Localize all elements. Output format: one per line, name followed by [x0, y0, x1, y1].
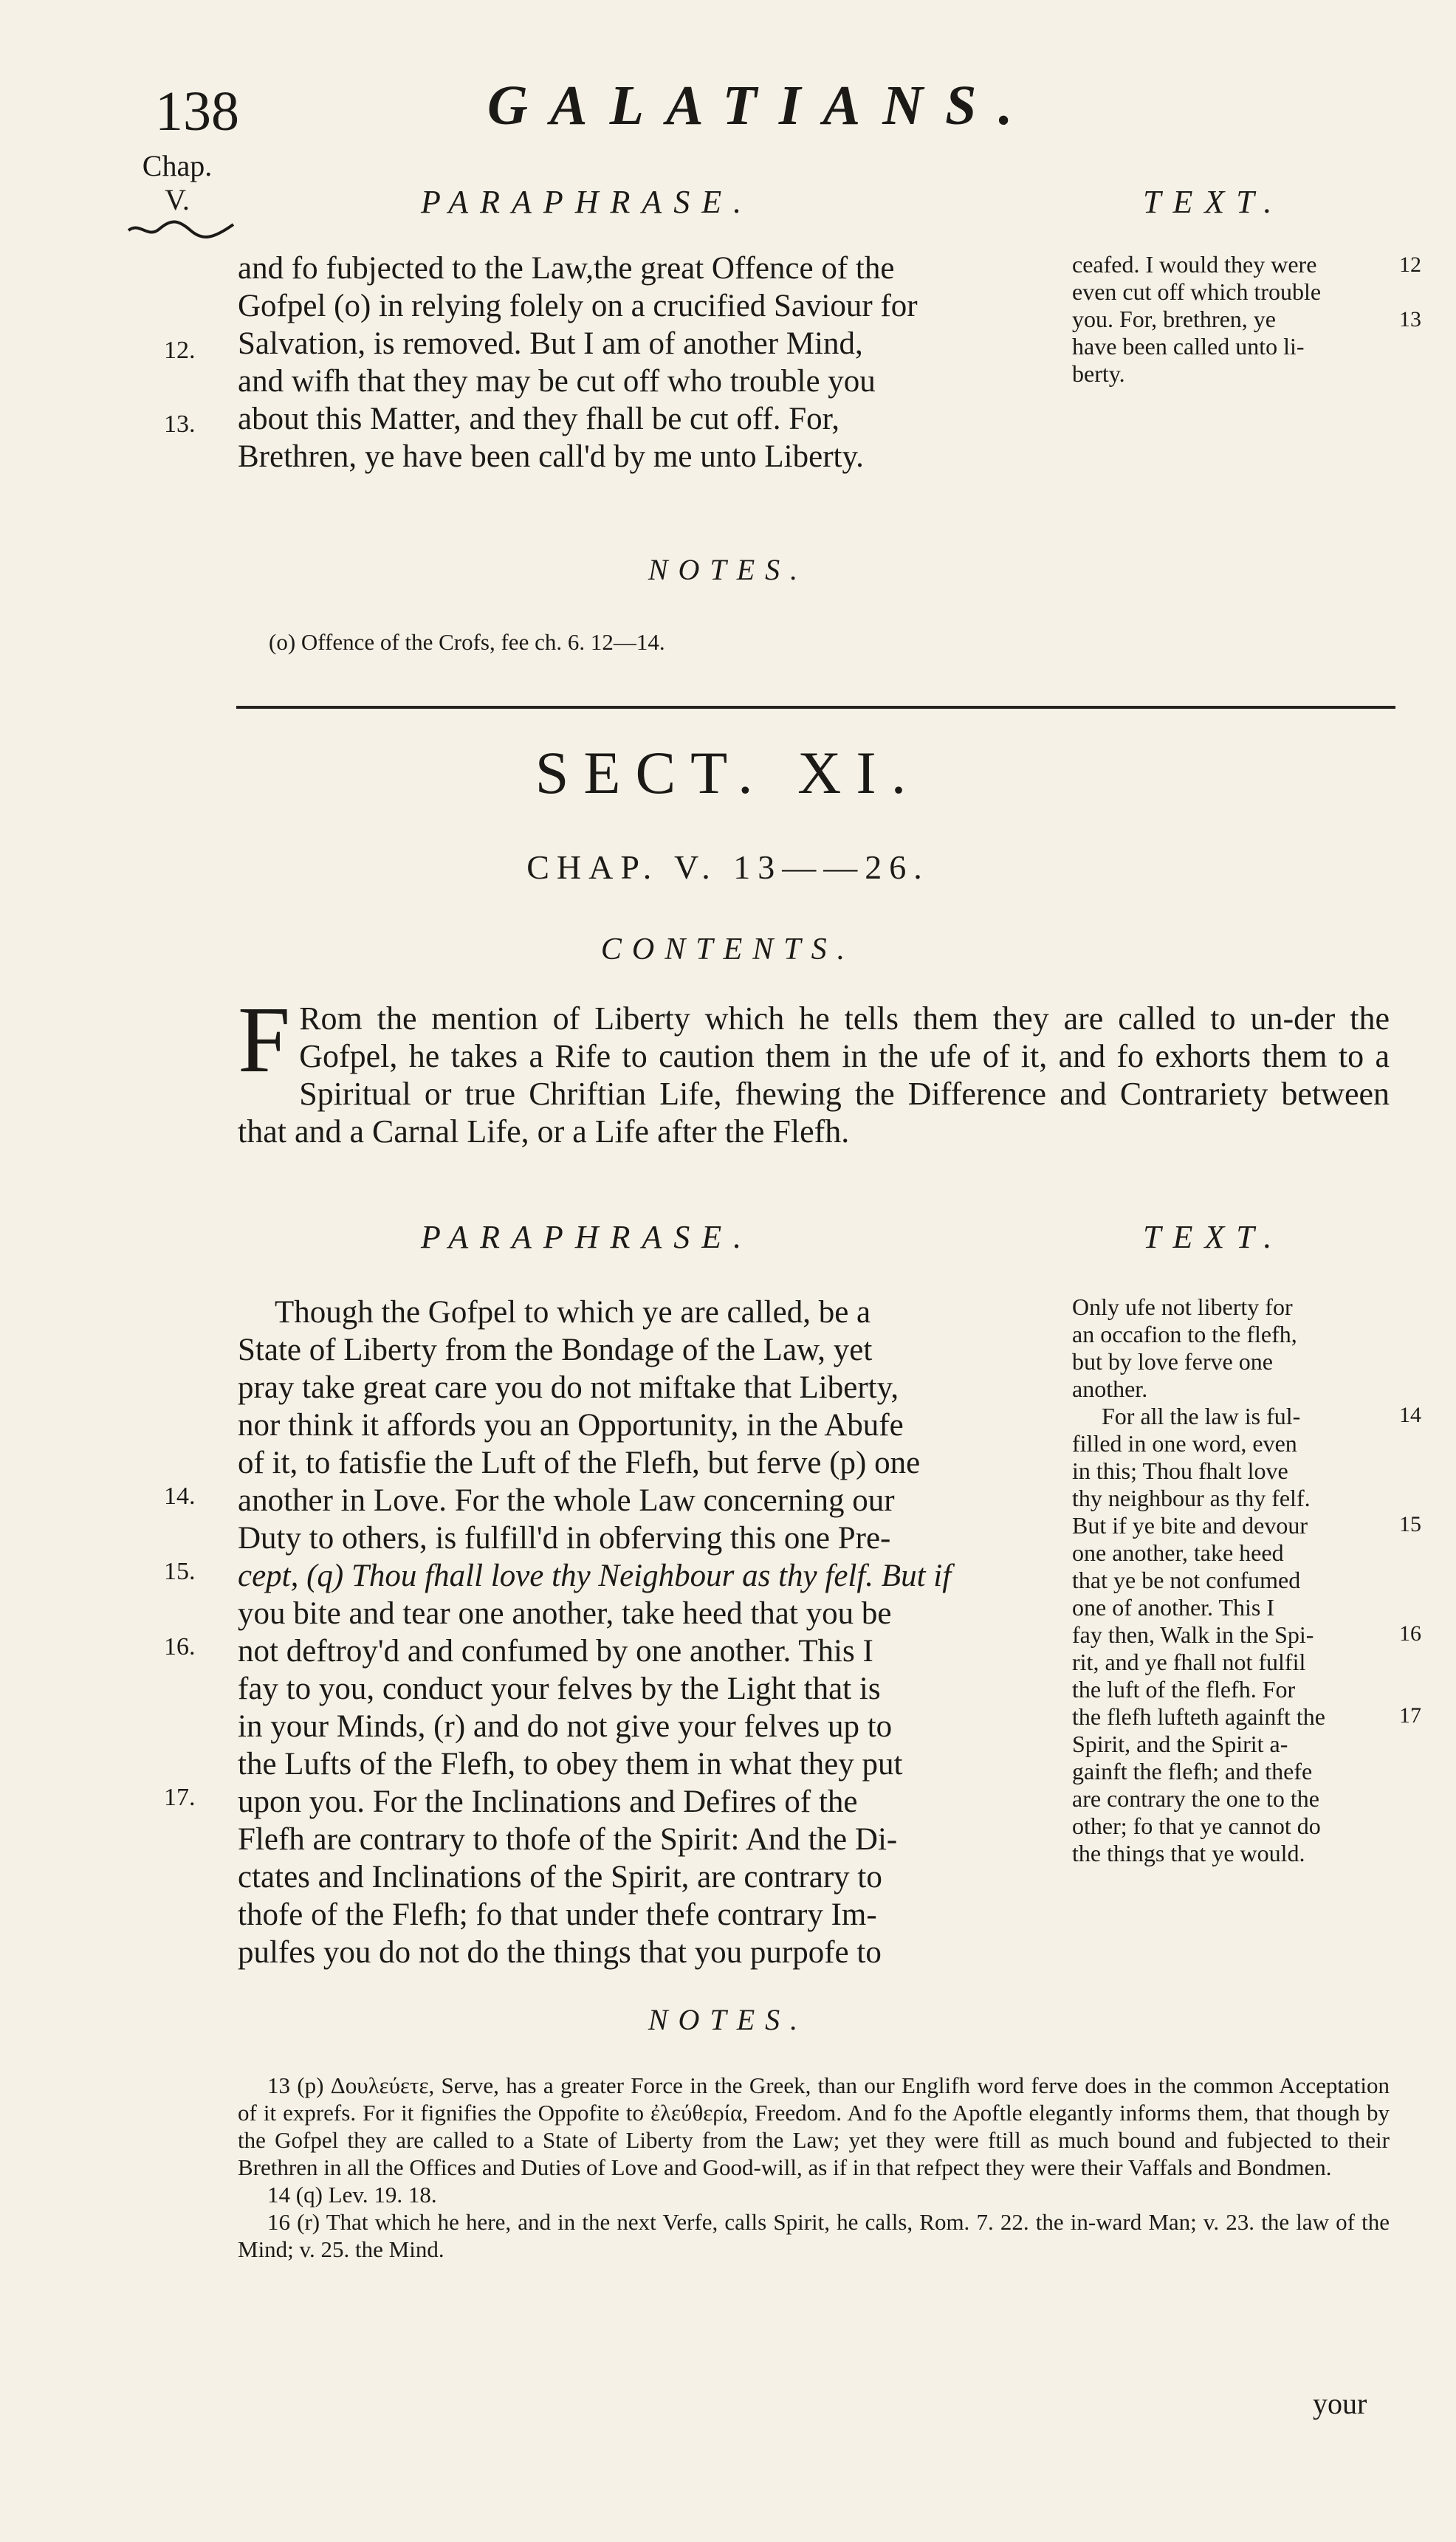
text-line: an occafion to the flefh, [1072, 1321, 1297, 1347]
paraphrase-line: another in Love. For the whole Law concerning our [238, 1483, 895, 1518]
contents-paragraph [238, 987, 1390, 1150]
note-o: (o) Offence of the Crofs, fee ch. 6. 12—14. [269, 629, 665, 655]
text-line: Spirit, and the Spirit a- [1072, 1731, 1288, 1757]
text-line: Only ufe not liberty for [1072, 1294, 1293, 1320]
text-line: but by love ferve one [1072, 1348, 1273, 1375]
text-line: berty. [1072, 360, 1125, 387]
text-heading: TEXT. [1143, 1219, 1284, 1255]
margin-verse-14: 14. [164, 1483, 196, 1510]
paraphrase-line: pray take great care you do not miftake that Liberty, [238, 1370, 899, 1405]
text-verse-12: 12 [1399, 253, 1421, 277]
text-verse-15: 15 [1399, 1512, 1421, 1536]
paraphrase-line: fay to you, conduct your felves by the Light that is [238, 1672, 881, 1706]
text-verse-14: 14 [1399, 1403, 1421, 1427]
ornament-swash [126, 214, 236, 244]
paraphrase-line: Flefh are contrary to thofe of the Spirit: And the Di- [238, 1822, 898, 1857]
paraphrase-line: thofe of the Flefh; fo that under thefe contrary Im- [238, 1897, 877, 1932]
text-heading-top: TEXT. [1143, 184, 1284, 220]
section-title: SECT. XI. [535, 739, 921, 806]
notes-heading-top: NOTES. [648, 553, 808, 586]
paraphrase-line: State of Liberty from the Bondage of the Law, yet [238, 1333, 873, 1367]
margin-verse-13: 13. [164, 411, 196, 438]
paraphrase-line: you bite and tear one another, take heed that you be [238, 1596, 892, 1631]
text-verse-13: 13 [1399, 307, 1421, 332]
text-line: filled in one word, even [1072, 1430, 1297, 1457]
text-line: thy neighbour as thy felf. [1072, 1485, 1311, 1511]
note-p: 13 (p) Δουλεύετε, Serve, has a greater Force in the Greek, than our Englifh word ferve does in the common Acceptation of it exprefs. For it fignifies the Oppofite to ἐλεύθερία, Freedom. And fo the Apoftle elegantly informs them, that though by the Gofpel they are called to a State of Liberty from the Law; yet they were ftill as much bound and fubjected to their Brethren in all the Offices and Duties of Love and Good-will, as if in that refpect they were their Vaffals and Bondmen. [238, 2072, 1390, 2180]
paraphrase-line: Gofpel (o) in relying folely on a crucified Saviour for [238, 289, 918, 323]
text-line: For all the law is ful- [1102, 1403, 1301, 1429]
paraphrase-line: and fo fubjected to the Law,the great Offence of the [238, 251, 895, 286]
paraphrase-line: Brethren, ye have been call'd by me unto Liberty. [238, 439, 864, 474]
margin-verse-16: 16. [164, 1633, 196, 1660]
paraphrase-line: about this Matter, and they fhall be cut off. For, [238, 402, 839, 436]
text-verse-17: 17 [1399, 1703, 1421, 1728]
paraphrase-line: ctates and Inclinations of the Spirit, are contrary to [238, 1860, 882, 1895]
paraphrase-line: of it, to fatisfie the Luft of the Flefh, but ferve (p) one [238, 1446, 921, 1480]
margin-verse-17: 17. [164, 1784, 196, 1811]
text-line: fay then, Walk in the Spi- [1072, 1621, 1314, 1648]
text-line: are contrary the one to the [1072, 1785, 1319, 1812]
paraphrase-line: and wifh that they may be cut off who trouble you [238, 364, 876, 399]
paraphrase-main [238, 1294, 1046, 1331]
text-line: rit, and ye fhall not fulfil [1072, 1649, 1306, 1675]
text-line: in this; Thou fhalt love [1072, 1457, 1288, 1484]
text-line: gainft the flefh; and thefe [1072, 1758, 1313, 1784]
margin-verse-12: 12. [164, 337, 196, 364]
text-line: another. [1072, 1375, 1148, 1402]
paraphrase-line: upon you. For the Inclinations and Defires of the [238, 1784, 858, 1819]
paraphrase-line: Salvation, is removed. But I am of another Mind, [238, 326, 863, 361]
text-line: other; fo that ye cannot do [1072, 1813, 1321, 1839]
text-line: the luft of the flefh. For [1072, 1676, 1296, 1703]
text-line: have been called unto li- [1072, 333, 1305, 360]
text-column-main [1072, 1294, 1386, 1867]
chapter-label-word: Chap. [142, 149, 213, 182]
text-line: one of another. This I [1072, 1594, 1275, 1621]
text-line: that ye be not confumed [1072, 1567, 1301, 1593]
text-line: ceafed. I would they were [1072, 251, 1317, 278]
paraphrase-heading: PARAPHRASE. [421, 1219, 754, 1255]
text-column-top [1072, 251, 1386, 388]
drop-cap: F [238, 987, 291, 1092]
text-line: you. For, brethren, ye [1072, 306, 1276, 332]
page-number: 138 [155, 80, 239, 142]
text-line: one another, take heed [1072, 1539, 1284, 1566]
contents-text: Rom the mention of Liberty which he tells them they are called to un-der the Gofpel, he takes a Rife to caution them in the ufe of it, and fo exhorts them to a Spiritual or true Chriftian Life, fhewing the Difference and Contrariety between that and a Carnal Life, or a Life after the Flefh. [238, 1000, 1390, 1150]
paraphrase-line: Duty to others, is fulfill'd in obferving this one Pre- [238, 1521, 891, 1556]
text-line: the flefh lufteth againft the [1072, 1703, 1325, 1730]
catchword: your [1313, 2387, 1367, 2420]
text-line: But if ye bite and devour [1072, 1512, 1308, 1539]
paraphrase-line: cept, (q) Thou fhall love thy Neighbour as thy felf. But if [238, 1559, 952, 1593]
notes-heading: NOTES. [648, 2003, 808, 2036]
paraphrase-line: Though the Gofpel to which ye are called, be a [275, 1295, 871, 1330]
paraphrase-line: the Lufts of the Flefh, to obey them in what they put [238, 1747, 903, 1782]
text-line: even cut off which trouble [1072, 278, 1322, 305]
paraphrase-main-cont [238, 1331, 1046, 1971]
chapter-label-number: V. [165, 183, 190, 216]
paraphrase-line: nor think it affords you an Opportunity, in the Abufe [238, 1408, 904, 1443]
note-q: 14 (q) Lev. 19. 18. [267, 2182, 437, 2208]
text-verse-16: 16 [1399, 1621, 1421, 1646]
notes-body [238, 2072, 1390, 2263]
margin-verse-15: 15. [164, 1558, 196, 1585]
text-line: the things that ye would. [1072, 1840, 1305, 1866]
paraphrase-line: in your Minds, (r) and do not give your felves up to [238, 1709, 893, 1744]
paraphrase-top [238, 250, 1046, 475]
paraphrase-heading-top: PARAPHRASE. [421, 184, 754, 220]
section-divider [236, 706, 1395, 709]
paraphrase-line: pulfes you do not do the things that you purpofe to [238, 1935, 882, 1970]
chapter-label [133, 149, 222, 217]
chapter-range: CHAP. V. 13——26. [526, 848, 930, 886]
running-title: GALATIANS. [487, 75, 1035, 137]
contents-heading: CONTENTS. [600, 932, 856, 966]
paraphrase-line: not deftroy'd and confumed by one another. This I [238, 1634, 873, 1669]
note-r: 16 (r) That which he here, and in the next Verfe, calls Spirit, he calls, Rom. 7. 22. the in-ward Man; v. 23. the law of the Mind; v. 25. the Mind. [238, 2209, 1390, 2262]
